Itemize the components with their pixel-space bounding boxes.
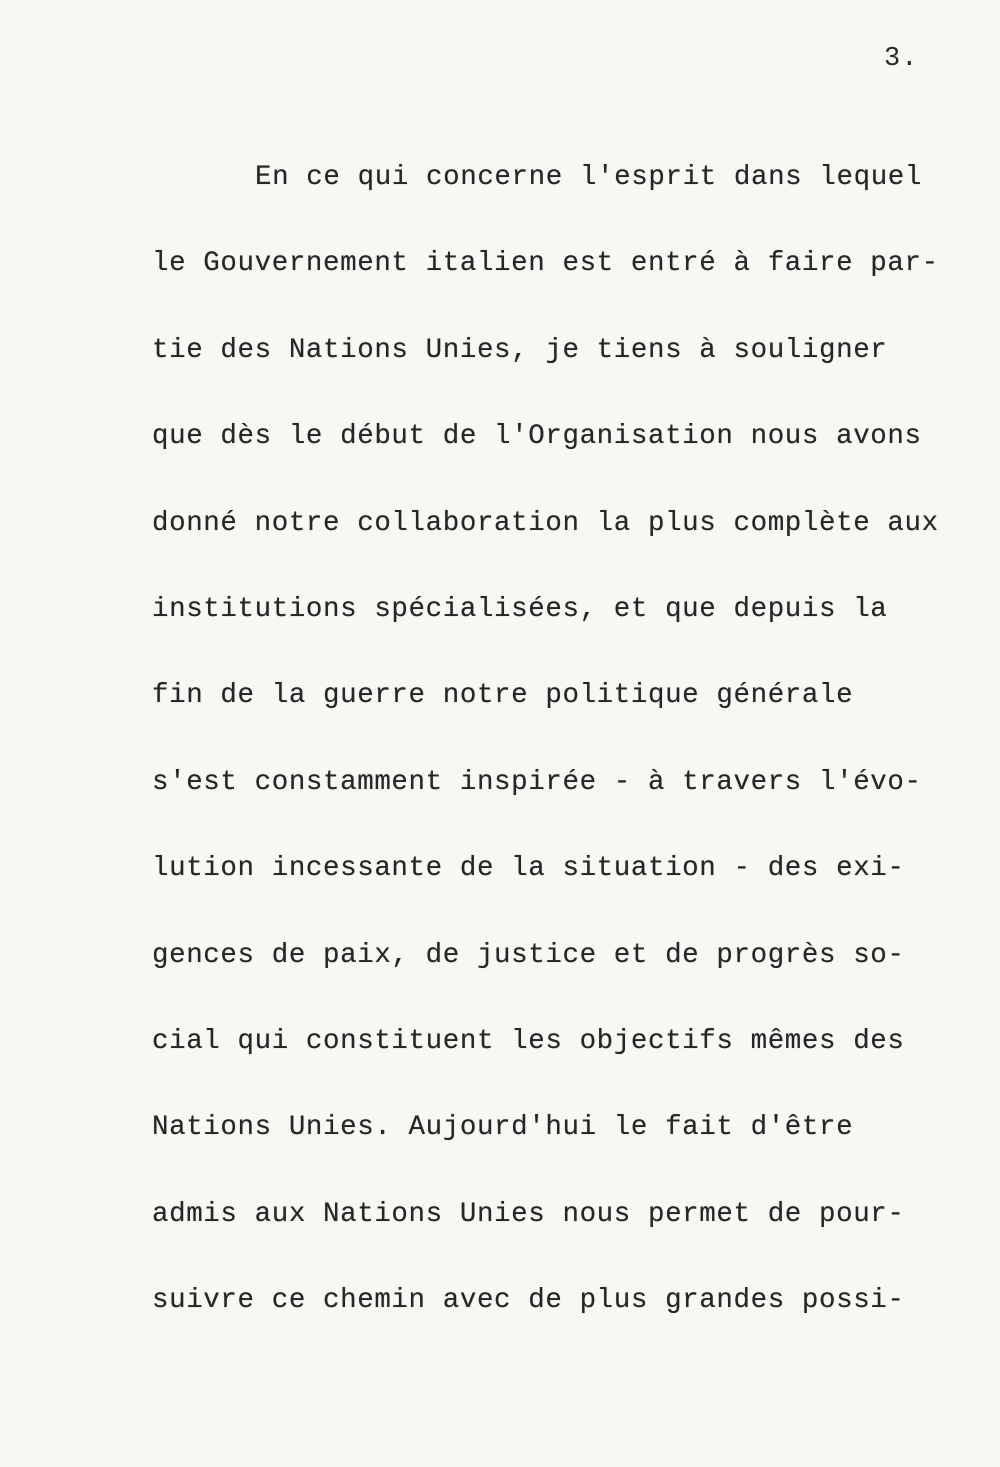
text-line: institutions spécialisées, et que depuis la [152,593,888,625]
text-line: gences de paix, de justice et de progrès so- [152,939,905,971]
text-line: s'est constamment inspirée - à travers l'évo- [152,766,922,798]
text-line: tie des Nations Unies, je tiens à souligner [152,334,888,366]
text-line: Nations Unies. Aujourd'hui le fait d'être [152,1112,854,1144]
text-line: admis aux Nations Unies nous permet de pour- [152,1198,905,1230]
page-number: 3. [884,44,919,74]
body-text [152,150,992,1359]
text-line: fin de la guerre notre politique générale [152,680,854,712]
text-line: lution incessante de la situation - des exi- [152,853,905,885]
text-line: En ce qui concerne l'esprit dans lequel [255,162,923,193]
text-line: cial qui constituent les objectifs mêmes des [152,1025,905,1057]
text-line: donné notre collaboration la plus complète aux [152,507,939,539]
text-line: le Gouvernement italien est entré à faire par- [152,248,939,280]
text-line: suivre ce chemin avec de plus grandes possi- [152,1285,905,1317]
text-line: que dès le début de l'Organisation nous avons [152,421,922,453]
